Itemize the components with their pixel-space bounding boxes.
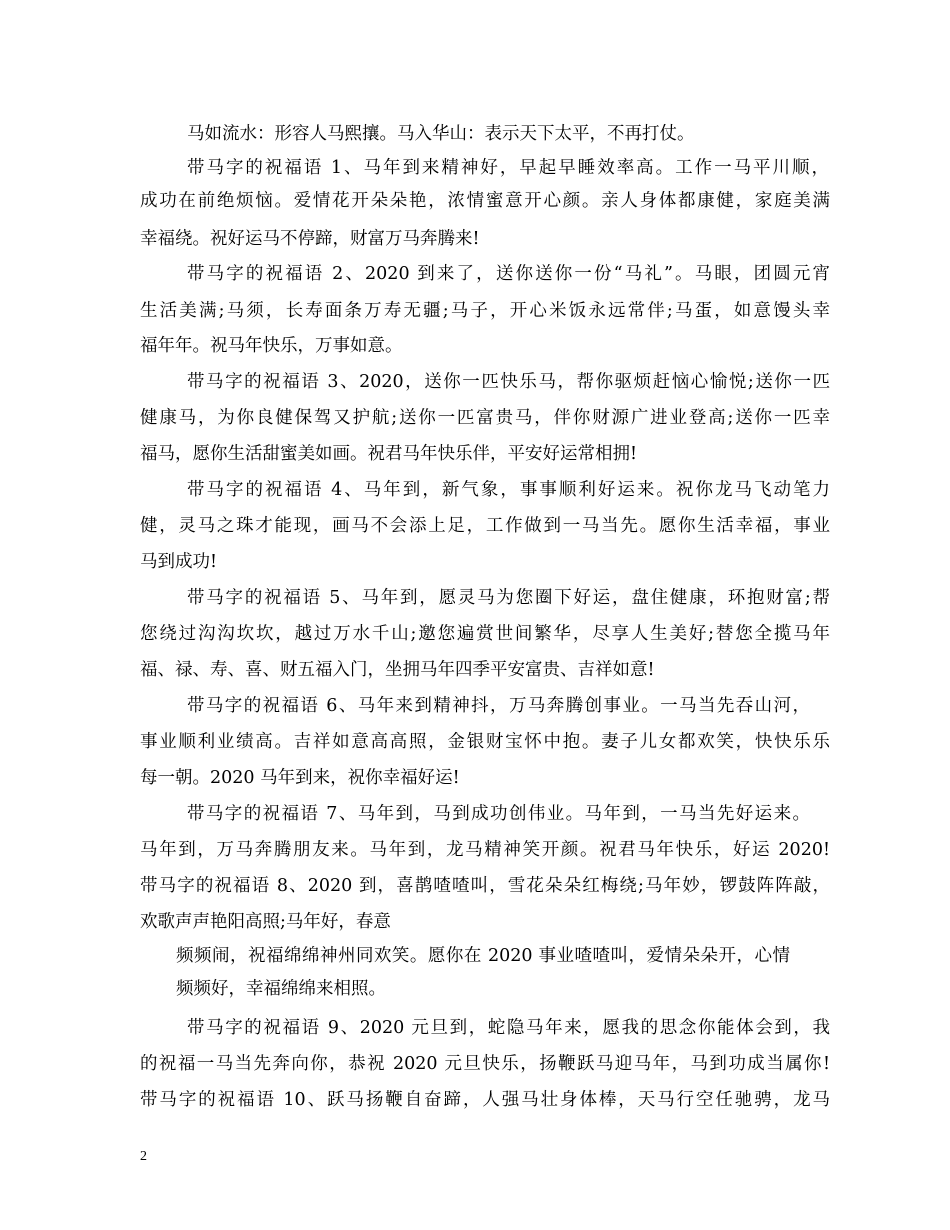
page-number: 2 <box>140 1149 147 1164</box>
text-line: 带马字的祝福语 6、马年来到精神抖，万马奔腾创事业。一马当先吞山河， <box>187 696 810 716</box>
text-line: 带马字的祝福语 3、2020，送你一匹快乐马，帮你驱烦赶恼心愉悦;送你一匹 <box>187 372 830 392</box>
text-line: 马到成功! <box>140 552 218 572</box>
text-line: 福年年。祝马年快乐，万事如意。 <box>140 336 403 356</box>
text-line: 频频好，幸福绵绵来相照。 <box>176 979 386 999</box>
text-line: 您绕过沟沟坎坎，越过万水千山;邀您遍赏世间繁华，尽享人生美好;替您全揽马年 <box>140 624 830 644</box>
text-line: 带马字的祝福语 5、马年到，愿灵马为您圈下好运，盘住健康，环抱财富;帮 <box>187 588 830 608</box>
text-line: 欢歌声声艳阳高照;马年好，春意 <box>140 912 391 932</box>
text-line: 的祝福一马当先奔向你，恭祝 2020 元旦快乐，扬鞭跃马迎马年，马到功成当属你! <box>140 1054 830 1074</box>
text-line: 幸福绕。祝好运马不停蹄，财富万马奔腾来! <box>140 229 480 249</box>
text-line: 带马字的祝福语 10、跃马扬鞭自奋蹄，人强马壮身体棒，天马行空任驰骋，龙马 <box>140 1090 830 1110</box>
text-line: 福、禄、寿、喜、财五福入门，坐拥马年四季平安富贵、吉祥如意! <box>140 660 655 680</box>
text-line: 马如流水：形容人马熙攘。马入华山：表示天下太平，不再打仗。 <box>187 124 695 144</box>
text-line: 事业顺利业绩高。吉祥如意高高照，金银财宝怀中抱。妻子儿女都欢笑，快快乐乐 <box>140 732 830 752</box>
text-line: 健康马，为你良健保驾又护航;送你一匹富贵马，伴你财源广进业登高;送你一匹幸 <box>140 408 830 428</box>
text-line: 带马字的祝福语 2、2020 到来了，送你送你一份“马礼”。马眼，团圆元宵 <box>187 264 830 284</box>
text-line: 马年到，万马奔腾朋友来。马年到，龙马精神笑开颜。祝君马年快乐，好运 2020! <box>140 840 830 860</box>
text-line: 健，灵马之珠才能现，画马不会添上足，工作做到一马当先。愿你生活幸福，事业 <box>140 516 830 536</box>
text-line: 带马字的祝福语 9、2020 元旦到，蛇隐马年来，愿我的思念你能体会到，我 <box>187 1018 830 1038</box>
text-line: 带马字的祝福语 7、马年到，马到成功创伟业。马年到，一马当先好运来。 <box>187 804 810 824</box>
text-line: 带马字的祝福语 4、马年到，新气象，事事顺利好运来。祝你龙马飞动笔力 <box>187 480 830 500</box>
text-line: 生活美满;马须，长寿面条万寿无疆;马子，开心米饭永远常伴;马蛋，如意馒头幸 <box>140 301 830 321</box>
text-line: 带马字的祝福语 8、2020 到，喜鹊喳喳叫，雪花朵朵红梅绕;马年妙，锣鼓阵阵敲， <box>140 876 830 896</box>
text-line: 每一朝。2020 马年到来，祝你幸福好运! <box>140 768 460 788</box>
text-line: 带马字的祝福语 1、马年到来精神好，早起早睡效率高。工作一马平川顺， <box>187 158 829 178</box>
text-line: 频频闹，祝福绵绵神州同欢笑。愿你在 2020 事业喳喳叫，爱情朵朵开，心情 <box>176 946 790 966</box>
text-line: 福马，愿你生活甜蜜美如画。祝君马年快乐伴，平安好运常相拥! <box>140 444 638 464</box>
text-line: 成功在前绝烦恼。爱情花开朵朵艳，浓情蜜意开心颜。亲人身体都康健，家庭美满 <box>140 191 830 211</box>
